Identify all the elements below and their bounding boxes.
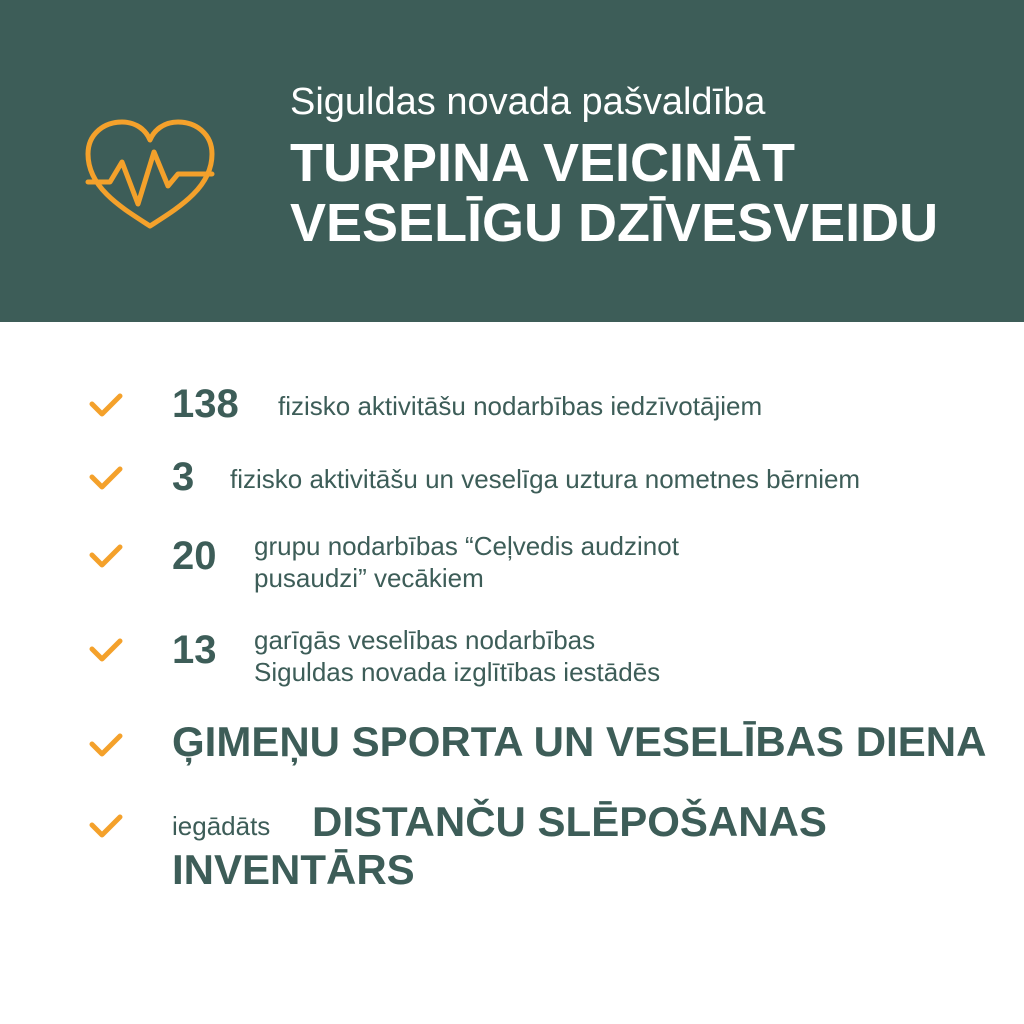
stat-number: 20 xyxy=(172,534,217,578)
stat-description xyxy=(254,624,660,688)
stat-description: fizisko aktivitāšu nodarbības iedzīvotājiem xyxy=(278,391,763,421)
check-icon xyxy=(88,731,124,759)
stat-description xyxy=(254,530,679,594)
stat-number: 138 xyxy=(172,382,239,426)
check-icon xyxy=(88,542,124,570)
purchase-headline-line-2: INVENTĀRS xyxy=(172,846,415,893)
event-headline: ĢIMEŅU SPORTA UN VESELĪBAS DIENA xyxy=(172,718,987,765)
purchase-prefix: iegādāts xyxy=(172,811,271,841)
stat-description-line-1: garīgās veselības nodarbības xyxy=(254,625,596,655)
check-icon xyxy=(88,464,124,492)
organization-name: Siguldas novada pašvaldība xyxy=(290,81,766,123)
heart-pulse-icon xyxy=(82,116,218,236)
purchase-headline-line-1: DISTANČU SLĒPOŠANAS xyxy=(312,798,827,845)
check-icon xyxy=(88,636,124,664)
title-line-1: TURPINA VEICINĀT xyxy=(290,133,796,193)
stat-description-line-2: Siguldas novada izglītības iestādēs xyxy=(254,657,661,687)
header-banner xyxy=(0,0,1024,322)
check-icon xyxy=(88,391,124,419)
stat-description-line-1: grupu nodarbības “Ceļvedis audzinot xyxy=(254,531,679,561)
check-icon xyxy=(88,812,124,840)
stat-description: fizisko aktivitāšu un veselīga uztura nometnes bērniem xyxy=(230,464,861,494)
stat-number: 3 xyxy=(172,455,195,499)
stat-number: 13 xyxy=(172,628,217,672)
stat-description-line-2: pusaudzi” vecākiem xyxy=(254,563,484,593)
page-title xyxy=(290,133,938,253)
title-line-2: VESELĪGU DZĪVESVEIDU xyxy=(290,193,939,253)
